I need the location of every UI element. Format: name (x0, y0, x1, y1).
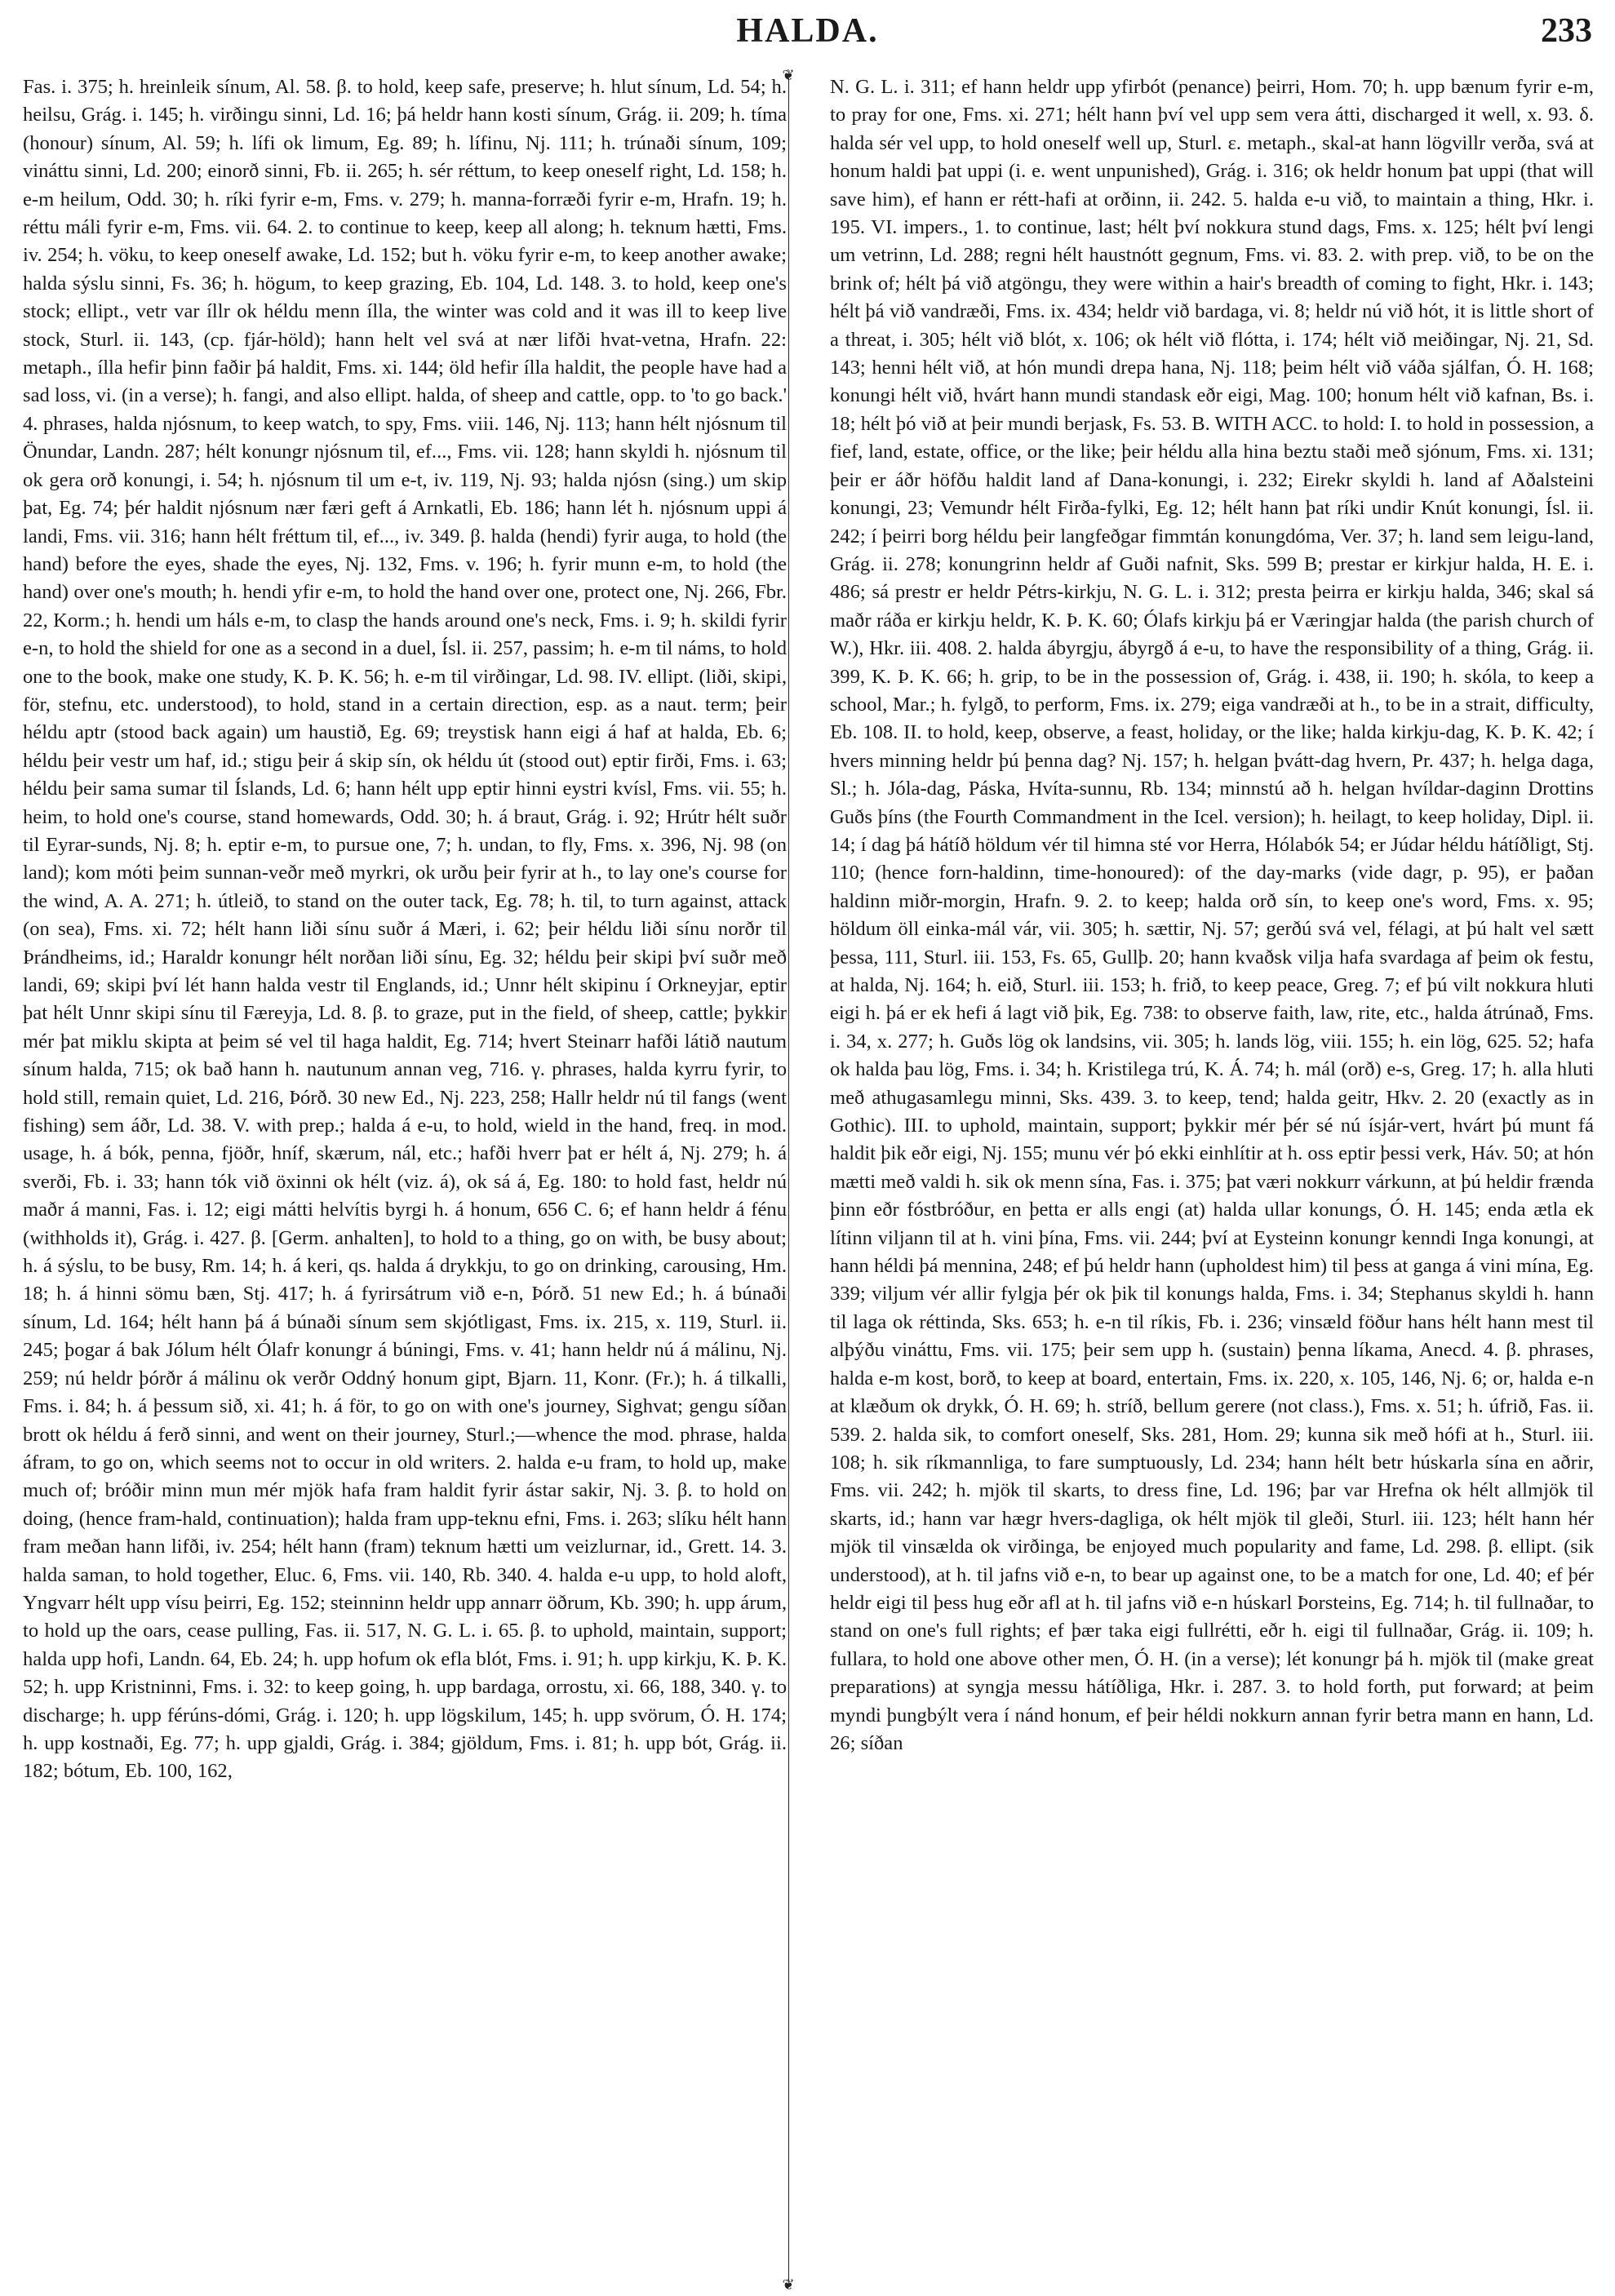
column-rule-bottom-ornament-icon: ❦ (782, 2276, 795, 2293)
running-headword: HALDA. (736, 12, 879, 50)
page-number: 233 (1541, 12, 1592, 50)
running-head (0, 11, 1615, 60)
left-column-text: Fas. i. 375; h. hreinleik sínum, Al. 58. β. to hold, keep safe, preserve; h. hlut sínum, Ld. 54; h. heilsu, Grág. i. 145; h. virðingu sinni, Ld. 16; þá heldr hann kosti sínum, Grág. ii. 209; h. tíma (honour) sínum, Al. 59; h. lífi ok limum, Eg. 89; h. lífinu, Nj. 111; h. trúnaði sínum, 109; vináttu sinni, Ld. 200; einorð sinni, Fb. ii. 265; h. sér réttum, to keep oneself right, Ld. 158; h. e-m heilum, Odd. 30; h. ríki fyrir e-m, Fms. v. 279; h. manna-forræði fyrir e-m, Hrafn. 19; h. réttu máli fyrir e-m, Fms. vii. 64. 2. to continue to keep, keep all along; h. teknum hætti, Fms. iv. 254; h. vöku, to keep oneself awake, Ld. 152; but h. vöku fyrir e-m, to keep another awake; halda sýslu sinni, Fs. 36; h. högum, to keep grazing, Eb. 104, Ld. 148. 3. to hold, keep one's stock; ellipt., vetr var íllr ok héldu menn ílla, the winter was cold and it was ill to keep live stock, Sturl. ii. 143, (cp. fjár-höld); hann helt vel svá at nær lifði hvat-vetna, Hrafn. 22: metaph., ílla hefir þinn faðir þá haldit, Fms. xi. 144; öld hefir ílla haldit, the people have had a sad loss, vi. (in a verse); h. fangi, and also ellipt. halda, of sheep and cattle, opp. to 'to go back.' 4. phrases, halda njósnum, to keep watch, to spy, Fms. viii. 146, Nj. 113; hann hélt njósnum til Önundar, Landn. 287; hélt konungr njósnum til, ef..., Fms. vii. 128; hann skyldi h. njósnum til ok gera orð konungi, i. 54; h. njósnum til um e-t, iv. 119, Nj. 93; halda njósn (sing.) um skip þat, Eg. 74; þér haldit njósnum nær færi geft á Arnkatli, Eb. 186; hann lét h. njósnum uppi á landi, Fms. vii. 316; hann hélt fréttum til, ef..., iv. 349. β. halda (hendi) fyrir auga, to hold (the hand) before the eyes, shade the eyes, Nj. 132, Fms. v. 196; h. fyrir munn e-m, to hold (the hand) over one's mouth; h. hendi yfir e-m, to hold the hand over one, protect one, Nj. 266, Fbr. 22, Korm.; h. hendi um háls e-m, to clasp the hands around one's neck, Fms. i. 9; h. skildi fyrir e-n, to hold the shield for one as a second in a duel, Ísl. ii. 257, passim; h. e-m til náms, to hold one to the book, make one study, K. Þ. K. 56; h. e-m til virðingar, Ld. 98. IV. ellipt. (liði, skipi, för, stefnu, etc. understood), to hold, stand in a certain direction, esp. as a naut. term; þeir héldu aptr (stood back again) um haustið, Eg. 69; treystisk hann eigi á haf at halda, Eb. 6; héldu þeir vestr um haf, id.; stigu þeir á skip sín, ok héldu út (stood out) eptir firði, Fms. i. 63; héldu þeir sama sumar til Íslands, Ld. 6; hann hélt upp eptir hinni eystri kvísl, Fms. vii. 55; h. heim, to hold one's course, stand homewards, Odd. 30; h. á braut, Grág. i. 92; Hrútr hélt suðr til Eyrar-sunds, Nj. 8; h. eptir e-m, to pursue one, 7; h. undan, to fly, Fms. x. 396, Nj. 98 (on land); kom móti þeim sunnan-veðr með myrkri, ok urðu þeir fyrir at h., to lay one's course for the wind, A. A. 271; h. útleið, to stand on the outer tack, Eg. 78; h. til, to turn against, attack (on sea), Fms. xi. 72; hélt hann liði sínu suðr á Mæri, i. 62; þeir héldu liði sínu norðr til Þrándheims, id.; Haraldr konungr hélt norðan liði sínu, Eg. 32; héldu þeir skipi því suðr með landi, 69; skipi því lét hann halda vestr til Englands, id.; Unnr hélt skipinu í Orkneyjar, eptir þat hélt Unnr skipi sínu til Færeyja, Ld. 8. β. to graze, put in the field, of sheep, cattle; þykkir mér þat miklu skipta at þeim sé vel til haga haldit, Eg. 714; hvert Steinarr hafði látið nautum sínum halda, 715; ok bað hann h. nautunum annan veg, 716. γ. phrases, halda kyrru fyrir, to hold still, remain quiet, Ld. 216, Þórð. 30 new Ed., Nj. 223, 258; Hallr heldr nú til fangs (went fishing) sem áðr, Ld. 38. V. with prep.; halda á e-u, to hold, wield in the hand, freq. in mod. usage, h. á bók, penna, fjöðr, hníf, skærum, nál, etc.; hafði hverr þat er hélt á, Nj. 279; h. á sverði, Fb. i. 33; hann tók við öxinni ok hélt (viz. á), ok sá á, Eg. 180: to hold fast, heldr nú maðr á manni, Fas. i. 12; eigi mátti helvítis byrgi h. á honum, 656 C. 6; ef hann heldr á fénu (withholds it), Grág. i. 427. β. [Germ. anhalten], to hold to a thing, go on with, be busy about; h. á sýslu, to be busy, Rm. 14; h. á keri, qs. halda á drykkju, to go on drinking, carousing, Hm. 18; h. á hinni sömu bæn, Stj. 417; h. á fyrirsátrum við e-n, Þórð. 51 new Ed.; h. á búnaði sínum, Ld. 164; hélt hann þá á búnaði sínum sem skjótligast, Fms. ix. 215, x. 119, Sturl. ii. 245; þogar á bak Jólum hélt Ólafr konungr á búningi, Fms. v. 41; hann heldr nú á málinu, Nj. 259; nú heldr þórðr á málinu ok verðr Oddný honum gipt, Bjarn. 11, Konr. (Fr.); h. á tilkalli, Fms. i. 84; h. á þessum sið, xi. 41; h. á för, to go on with one's journey, Sighvat; gengu síðan brott ok héldu á ferð sinni, and went on their journey, Sturl.;—whence the mod. phrase, halda áfram, to go on, which seems not to occur in old writers. 2. halda e-u fram, to hold up, make much of; bróðir minn mun mér mjök hafa fram haldit fyrir ástar sakir, Nj. 3. β. to hold on doing, (hence fram-hald, continuation); halda fram upp-teknu efni, Fms. i. 263; slíku hélt hann fram meðan hann lifði, iv. 254; hélt hann (fram) teknum hætti um veizlurnar, id., Grett. 14. 3. halda saman, to hold together, Eluc. 6, Fms. vii. 140, Rb. 340. 4. halda e-u upp, to hold aloft, Yngvarr hélt upp vísu þeirri, Eg. 152; steinninn heldr upp annarr öðrum, Kb. 390; h. upp árum, to hold up the oars, cease pulling, Fas. ii. 517, N. G. L. i. 65. β. to uphold, maintain, support; halda upp hofi, Landn. 64, Eb. 24; h. upp hofum ok efla blót, Fms. i. 91; h. upp kirkju, K. Þ. K. 52; h. upp Kristninni, Fms. i. 32: to keep going, h. upp bardaga, orrostu, xi. 66, 188, 340. γ. to discharge; h. upp férúns-dómi, Grág. i. 120; h. upp lögskilum, 145; h. upp svörum, Ó. H. 174; h. upp kostnaði, Eg. 77; h. upp gjaldi, Grág. i. 384; gjöldum, Fms. i. 81; h. upp bót, Grág. ii. 182; bótum, Eb. 100, 162, (23, 76, 787, 1783)
column-rule-top-ornament-icon: ❦ (782, 67, 795, 83)
right-column-text: N. G. L. i. 311; ef hann heldr upp yfirbót (penance) þeirri, Hom. 70; h. upp bænum fyrir e-m, to pray for one, Fms. xi. 271; hélt hann því vel upp sem vera átti, discharged it well, x. 93. δ. halda sér vel upp, to hold oneself well up, Sturl. ε. metaph., skal-at hann lögvillr verða, svá at honum haldi þat uppi (i. e. went unpunished), Grág. i. 316; ok heldr honum þat uppi (that will save him), ef hann er rétt-hafi at orðinn, ii. 242. 5. halda e-u við, to maintain a thing, Hkr. i. 195. VI. impers., 1. to continue, last; hélt því nokkura stund dags, Fms. x. 125; hélt því lengi um vetrinn, Ld. 288; regni hélt haustnótt gegnum, Fms. vi. 83. 2. with prep. við, to be on the brink of; hélt þá við atgöngu, they were within a hair's breadth of coming to fight, Hkr. i. 143; hélt þá við vandræði, Fms. ix. 434; heldr við bardaga, vi. 8; heldr nú við hót, it is little short of a threat, i. 305; hélt við blót, x. 106; ok hélt við flótta, i. 174; hélt við meiðingar, Nj. 21, Sd. 143; henni hélt við, at hón mundi drepa hana, Nj. 118; þeim hélt við váða sjálfan, Ó. H. 168; konungi hélt við, hvárt hann mundi standask eðr eigi, Mag. 100; honum hélt við kafnan, Bs. i. 18; hélt þó við at þeir mundi berjask, Fs. 53. B. WITH ACC. to hold: I. to hold in possession, a fief, land, estate, office, or the like; þeir héldu alla hina beztu staði með sjónum, Fms. xi. 131; þeir er áðr höfðu haldit land af Dana-konungi, i. 232; Eirekr skyldi h. land af Aðalsteini konungi, 23; Vemundr hélt Firða-fylki, Eg. 12; hélt hann þat ríki undir Knút konungi, Ísl. ii. 242; í þeirri borg héldu þeir langfeðgar fimmtán konungdóma, Ver. 37; h. land sem leigu-land, Grág. ii. 278; konungrinn heldr af Guði nafnit, Sks. 599 B; prestar er kirkjur halda, H. E. i. 486; sá prestr er heldr Pétrs-kirkju, N. G. L. i. 312; presta þeirra er kirkju halda, 346; skal sá maðr ráða er kirkju heldr, K. Þ. K. 60; Ólafs kirkju þá er Væringjar halda (the parish church of W.), Hkr. iii. 408. 2. halda ábyrgju, ábyrgð á e-u, to have the responsibility of a thing, Grág. ii. 399, K. Þ. K. 66; h. grip, to be in the possession of, Grág. i. 438, ii. 190; h. skóla, to keep a school, Mar.; h. fylgð, to perform, Fms. ix. 279; eiga vandræði at h., to be in a strait, difficulty, Eb. 108. II. to hold, keep, observe, a feast, holiday, or the like; halda kirkju-dag, K. Þ. K. 42; í hvers minning heldr þú þenna dag? Nj. 157; h. helgan þvátt-dag hvern, Pr. 437; h. helga daga, Sl.; h. Jóla-dag, Páska, Hvíta-sunnu, Rb. 134; minnstú að h. helgan hvíldar-daginn Drottins Guðs þíns (the Fourth Commandment in the Icel. version); h. heilagt, to keep holiday, Dipl. ii. 14; í dag þá hátíð höldum vér til himna sté vor Herra, Hólabók 54; er Júdar héldu hátíðligt, Stj. 110; (hence forn-haldinn, time-honoured): of the day-marks (vide dagr, p. 95), er þaðan haldinn miðr-morgin, Hrafn. 9. 2. to keep; halda orð sín, to keep one's word, Fms. x. 95; höldum öll einka-mál vár, vii. 305; h. sættir, Nj. 57; gerðú svá vel, félagi, at þú halt vel sætt þessa, 111, Sturl. iii. 153, Fs. 65, Gullþ. 20; hann kvaðsk vilja hafa svardaga af þeim ok festu, at halda, Nj. 164; h. eið, Sturl. iii. 153; h. frið, to keep peace, Greg. 7; ef þú vilt nokkura hluti eigi h. þá er ek hefi á lagt við þik, Eg. 738: to observe faith, law, rite, etc., halda átrúnað, Fms. i. 34, x. 277; h. Guðs lög ok landsins, vii. 305; h. lands lög, viii. 155; h. ein lög, 625. 52; hafa ok halda þau lög, Fms. i. 34; h. Kristilega trú, K. Á. 74; h. mál (orð) e-s, Greg. 17; h. alla hluti með athugasamlegu minni, Sks. 439. 3. to keep, tend; halda geitr, Hkv. 2. 20 (exactly as in Gothic). III. to uphold, maintain, support; þykkir mér þér sé nú ísjár-vert, hvárt þú munt fá haldit þik eðr eigi, Nj. 155; munu vér þó ekki einhlítir at h. oss eptir þessi verk, Háv. 50; at hón mætti með valdi h. sik ok menn sína, Fas. i. 375; þat væri nokkurr várkunn, at þú heldir frænda þinn eðr fóstbróður, en þetta er alls engi (at) halda ullar konungs, Ó. H. 145; enda ætla ek lítinn viljann til at h. vini þína, Fms. vii. 244; því at Eysteinn konungr kenndi Inga konungi, at hann héldi þá mennina, 248; ef þú heldr hann (upholdest him) til þess at ganga á vini mína, Eg. 339; viljum vér allir fylgja þér ok þik til konungs halda, Fms. i. 34; Stephanus skyldi h. hann til laga ok réttinda, Sks. 653; h. e-n til ríkis, Fb. i. 236; vinsæld föður hans hélt hann mest til alþýðu vináttu, Fms. vii. 175; þeir sem upp h. (sustain) þenna líkama, Anecd. 4. β. phrases, halda e-m kost, borð, to keep at board, entertain, Fms. ix. 220, x. 105, 146, Nj. 6; or, halda e-n at klæðum ok drykk, Ó. H. 69; h. stríð, bellum gerere (not class.), Fms. x. 51; h. úfrið, Fas. ii. 539. 2. halda sik, to comfort oneself, Sks. 281, Hom. 29; kunna sik með hófi at h., Sturl. iii. 108; h. sik ríkmannliga, to fare sumptuously, Ld. 234; hann hélt betr húskarla sína en aðrir, Fms. vii. 242; h. mjök til skarts, to dress fine, Ld. 196; þar var Hrefna ok hélt allmjök til skarts, id.; hann var hægr hvers-dagliga, ok hélt mjök til gleði, Sturl. iii. 123; hélt hann hér mjök til vinsælda ok virðinga, be enjoyed much popularity and fame, Ld. 298. β. ellipt. (sik understood), at h. til jafns við e-n, to bear up against one, to be a match for one, Ld. 40; ef þér heldr eigi til þess hug eðr afl at h. til jafns við e-n húskarl Þorsteins, Eg. 714; h. til fullnaðar, to stand on one's full rights; ef þær taka eigi fullrétti, eðr h. eigi til fullnaðar, Grág. ii. 109; h. fullara, to hold one above other men, Ó. H. (in a verse); lét konungr þá h. mjök til (make great preparations) at syngja messu hátíðliga, Hkr. i. 287. 3. to hold forth, put forward; at þeim myndi þungbýlt vera í nánd honum, ef þeir héldi nokkurn annan fyrir betra mann en hann, Ld. 26; síðan (830, 76, 1594, 1754)
text-columns (23, 73, 1594, 2285)
